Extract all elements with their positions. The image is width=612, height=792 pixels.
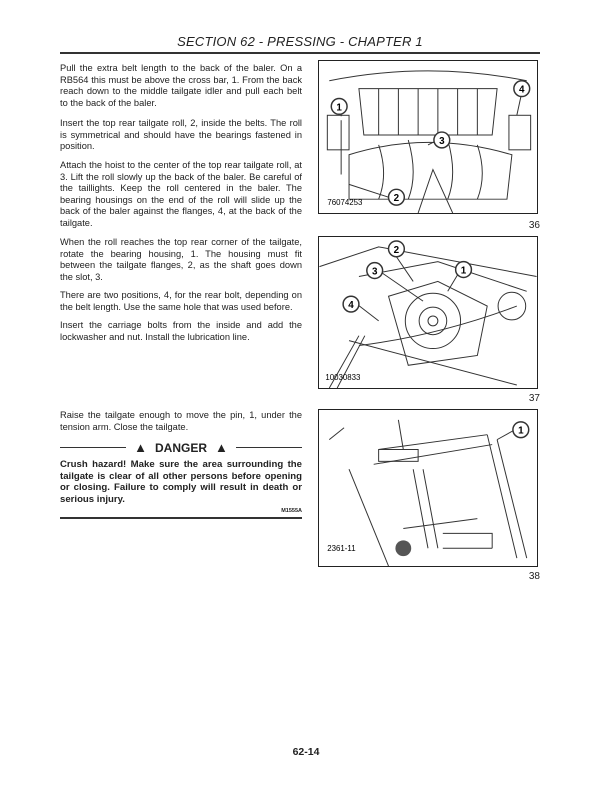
paragraph-carriage-bolts: Insert the carriage bolts from the inside and add the lockwasher and nut. Install the lubrication line. [60,320,302,342]
figure-37-bearing-housing [318,236,538,389]
danger-notice [60,440,302,519]
callout-3 [367,263,423,301]
svg-text:1: 1 [518,425,524,437]
header-rule [60,52,540,54]
danger-line-left [60,447,126,448]
danger-code: M1555A [281,508,302,515]
figure-code: 10030833 [325,373,361,383]
svg-text:1: 1 [460,265,467,277]
warning-triangle-icon: ▲ [134,440,147,455]
svg-text:3: 3 [439,135,445,147]
figure-36-baler-rear [318,60,538,214]
callout-4 [514,81,530,116]
page-number: 62-14 [292,746,320,758]
figure-38-tailgate-pin [318,409,538,567]
danger-heading [60,440,302,455]
callout-1 [331,99,347,117]
callout-2 [389,241,414,281]
paragraph-raise-tailgate: Raise the tailgate enough to move the pin, 1, under the tension arm. Close the tailgate. [60,410,302,432]
danger-title: DANGER [155,440,208,455]
paragraph-attach-hoist: Attach the hoist to the center of the top rear tailgate roll, at 3. Lift the roll slowly up the back of the baler. Be careful of the taillights. Keep the roll centered in the baler. The bearing housings on the end of the roll will slide up the back of the baler against the flanges, 4, at the back of the tailgate. [60,160,302,228]
figure-38-illustration [319,410,537,566]
figure-code: 2361-11 [327,544,356,554]
figure-number-37: 37 [528,393,540,404]
svg-text:1: 1 [336,102,342,114]
callout-1 [497,422,529,440]
svg-text:2: 2 [393,193,400,205]
section-header: SECTION 62 - PRESSING - CHAPTER 1 [177,34,423,49]
figure-code: 76074253 [327,198,363,208]
svg-text:2: 2 [393,244,400,256]
paragraph-rotate-housing: When the roll reaches the top rear corner of the tailgate, rotate the bearing housing, 1. The housing must fit between the tailgate flanges, 2, as the shaft goes down the slot, 3. [60,237,302,282]
figure-36-illustration [319,61,537,213]
callout-3 [428,132,450,148]
danger-line-right [236,447,302,448]
danger-rule [60,517,302,519]
paragraph-bolt-positions: There are two positions, 4, for the rear bolt, depending on the belt length. Use the same hole that was used before. [60,290,302,312]
figure-number-36: 36 [528,220,540,231]
paragraph-belt-length: Pull the extra belt length to the back of the baler. On a RB564 this must be above the cross bar, 1. From the back reach down to the middle tailgate idler and pull each belt to the back of the baler. [60,63,302,108]
svg-text:4: 4 [519,84,525,96]
paragraph-insert-roll: Insert the top rear tailgate roll, 2, inside the belts. The roll is symmetrical and should have the bearings fastened in position. [60,118,302,152]
warning-triangle-icon: ▲ [215,440,228,455]
figure-number-38: 38 [528,571,540,582]
callout-4 [343,296,379,321]
danger-text: Crush hazard! Make sure the area surrounding the tailgate is clear of all other persons before opening or closing. Failure to comply will result in death or serious injury. [60,459,302,505]
svg-text:4: 4 [348,300,354,312]
figure-37-illustration [319,237,537,388]
svg-text:3: 3 [371,266,378,278]
